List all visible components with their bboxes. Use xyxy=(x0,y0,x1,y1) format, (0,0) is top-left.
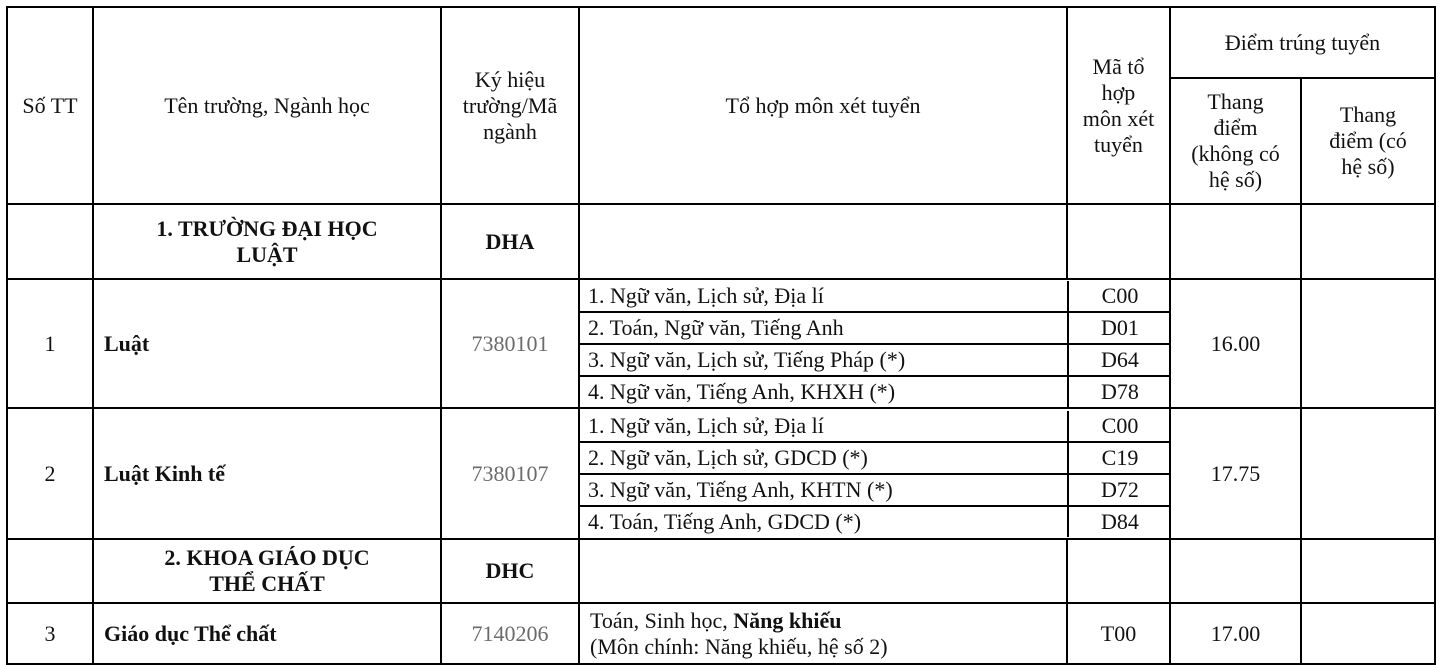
score-coef xyxy=(1301,603,1435,664)
section-code: DHC xyxy=(441,539,579,603)
stt-cell: 1 xyxy=(7,279,93,408)
section-stt xyxy=(7,204,93,279)
major-name: Luật xyxy=(93,279,441,408)
combo-code: T00 xyxy=(1067,603,1170,664)
major-code: 7380107 xyxy=(441,408,579,539)
combo-label: 1. Ngữ văn, Lịch sử, Địa lí xyxy=(580,411,1068,442)
header-combo-code: Mã tổ hợp môn xét tuyển xyxy=(1067,7,1170,204)
combo-code: D78 xyxy=(1068,376,1171,407)
header-score-no-coef: Thang điểm (không có hệ số) xyxy=(1170,78,1301,204)
header-name: Tên trường, Ngành học xyxy=(93,7,441,204)
combo-list xyxy=(579,408,1170,539)
combo-label: 3. Ngữ văn, Lịch sử, Tiếng Pháp (*) xyxy=(580,344,1068,376)
stt-cell: 2 xyxy=(7,408,93,539)
combo-label: 4. Toán, Tiếng Anh, GDCD (*) xyxy=(588,508,862,534)
combo-label: 2. Ngữ văn, Lịch sử, GDCD (*) xyxy=(580,442,1068,474)
stt-cell: 3 xyxy=(7,603,93,664)
combo-code: C00 xyxy=(1068,281,1171,312)
header-score-group: Điểm trúng tuyển xyxy=(1170,7,1435,78)
header-code: Ký hiệu trường/Mã ngành xyxy=(441,7,579,204)
table-row xyxy=(7,603,1435,664)
combo-list xyxy=(579,279,1170,408)
major-name: Luật Kinh tế xyxy=(93,408,441,539)
header-score-coef: Thang điểm (có hệ số) xyxy=(1301,78,1435,204)
admission-scores-table xyxy=(6,6,1436,665)
combo-code: D64 xyxy=(1068,344,1171,376)
score-no-coef: 17.75 xyxy=(1170,408,1301,539)
combo-code: D01 xyxy=(1068,312,1171,344)
section-stt xyxy=(7,539,93,603)
major-name: Giáo dục Thể chất xyxy=(93,603,441,664)
section-code: DHA xyxy=(441,204,579,279)
section-title: 1. TRƯỜNG ĐẠI HỌC LUẬT xyxy=(93,204,441,279)
score-coef xyxy=(1301,408,1435,539)
combo-code: D84 xyxy=(1068,506,1171,537)
score-no-coef: 16.00 xyxy=(1170,279,1301,408)
section-row xyxy=(7,204,1435,279)
combo-label: 2. Toán, Ngữ văn, Tiếng Anh xyxy=(580,312,1068,344)
combo-description: Toán, Sinh học, Năng khiếu (Môn chính: Năng khiếu, hệ số 2) xyxy=(579,603,1067,664)
major-code: 7140206 xyxy=(441,603,579,664)
combo-label: 4. Ngữ văn, Tiếng Anh, KHXH (*) xyxy=(588,378,896,404)
major-code: 7380101 xyxy=(441,279,579,408)
table-row xyxy=(7,408,1435,539)
combo-code: C19 xyxy=(1068,442,1171,474)
header-stt: Số TT xyxy=(7,7,93,204)
score-coef xyxy=(1301,279,1435,408)
combo-label: 1. Ngữ văn, Lịch sử, Địa lí xyxy=(580,281,1068,312)
header-combo: Tổ hợp môn xét tuyển xyxy=(579,7,1067,204)
combo-code: D72 xyxy=(1068,474,1171,506)
section-row xyxy=(7,539,1435,603)
score-no-coef: 17.00 xyxy=(1170,603,1301,664)
combo-code: C00 xyxy=(1068,411,1171,442)
combo-label: 3. Ngữ văn, Tiếng Anh, KHTN (*) xyxy=(580,474,1068,506)
table-row xyxy=(7,279,1435,408)
section-title: 2. KHOA GIÁO DỤC THỂ CHẤT xyxy=(93,539,441,603)
